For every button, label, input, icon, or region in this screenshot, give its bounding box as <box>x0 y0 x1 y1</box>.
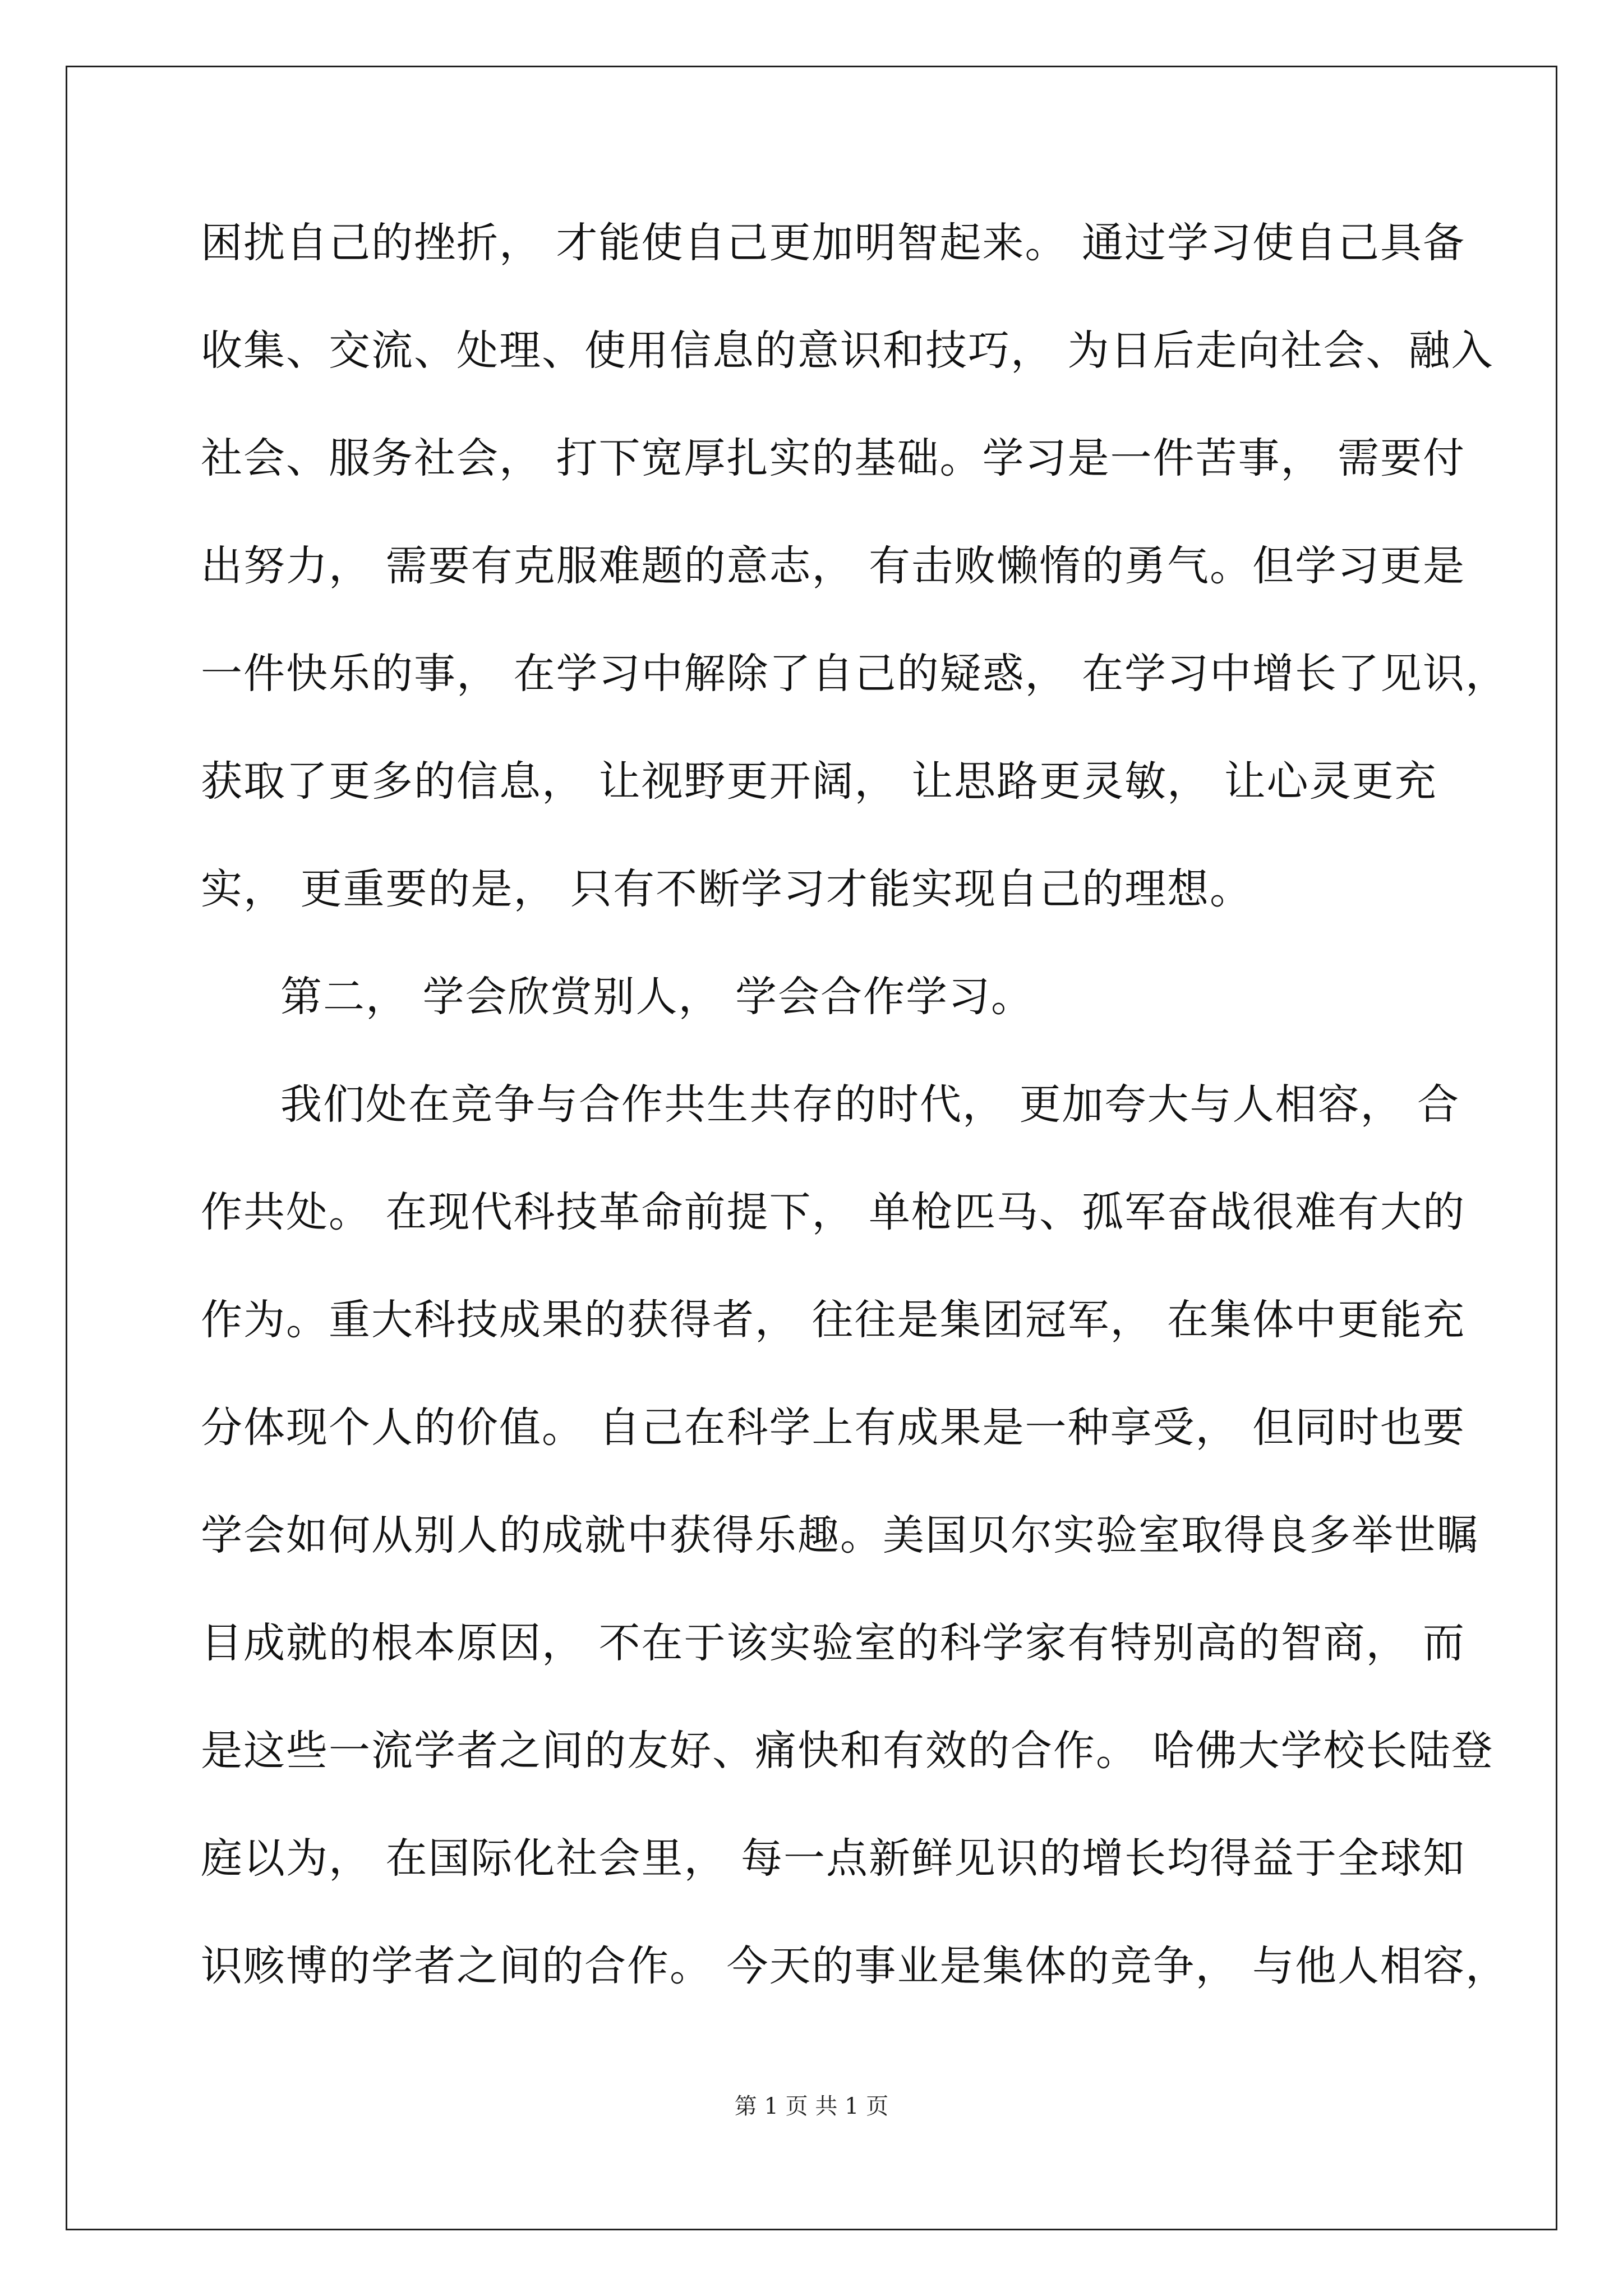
text-line: 是这些一流学者之间的友好、痛快和有效的合作。 哈佛大学校长陆登 <box>201 1727 1494 1775</box>
text-line: 学会如何从别人的成就中获得乐趣。美国贝尔实验室取得良多举世瞩 <box>201 1511 1479 1559</box>
text-line: 一件快乐的事， 在学习中解除了自己的疑惑， 在学习中增长了见识， <box>201 650 1509 698</box>
text-line: 分体现个人的价值。 自己在科学上有成果是一种享受， 但同时也要 <box>201 1404 1466 1452</box>
text-line: 社会、服务社会， 打下宽厚扎实的基础。学习是一件苦事， 需要付 <box>201 434 1466 482</box>
text-line: 收集、交流、处理、使用信息的意识和技巧， 为日后走向社会、融入 <box>201 326 1494 375</box>
text-line: 目成就的根本原因， 不在于该实验室的科学家有特别高的智商， 而 <box>201 1619 1466 1667</box>
text-line: 困扰自己的挫折， 才能使自己更加明智起来。 通过学习使自己具备 <box>201 219 1466 267</box>
page-border <box>66 66 1557 2230</box>
text-line: 庭以为， 在国际化社会里， 每一点新鲜见识的增长均得益于全球知 <box>201 1834 1466 1883</box>
page-footer: 第 1 页 共 1 页 <box>734 2093 889 2119</box>
text-line: 实， 更重要的是， 只有不断学习才能实现自己的理想。 <box>201 865 1253 913</box>
text-line: 出努力， 需要有克服难题的意志， 有击败懒惰的勇气。但学习更是 <box>201 542 1466 590</box>
text-line: 作共处。 在现代科技革命前提下， 单枪匹马、孤军奋战很难有大的 <box>201 1188 1466 1236</box>
text-line: 识赅博的学者之间的合作。 今天的事业是集体的竞争， 与他人相容， <box>201 1942 1509 1990</box>
section-heading: 第二， 学会欣赏别人， 学会合作学习。 <box>280 973 1034 1021</box>
text-line: 作为。重大科技成果的获得者， 往往是集团冠军， 在集体中更能充 <box>201 1296 1466 1344</box>
text-line: 获取了更多的信息， 让视野更开阔， 让思路更灵敏， 让心灵更充 <box>201 757 1437 806</box>
text-line: 我们处在竞争与合作共生共存的时代， 更加夸大与人相容， 合 <box>280 1080 1460 1129</box>
